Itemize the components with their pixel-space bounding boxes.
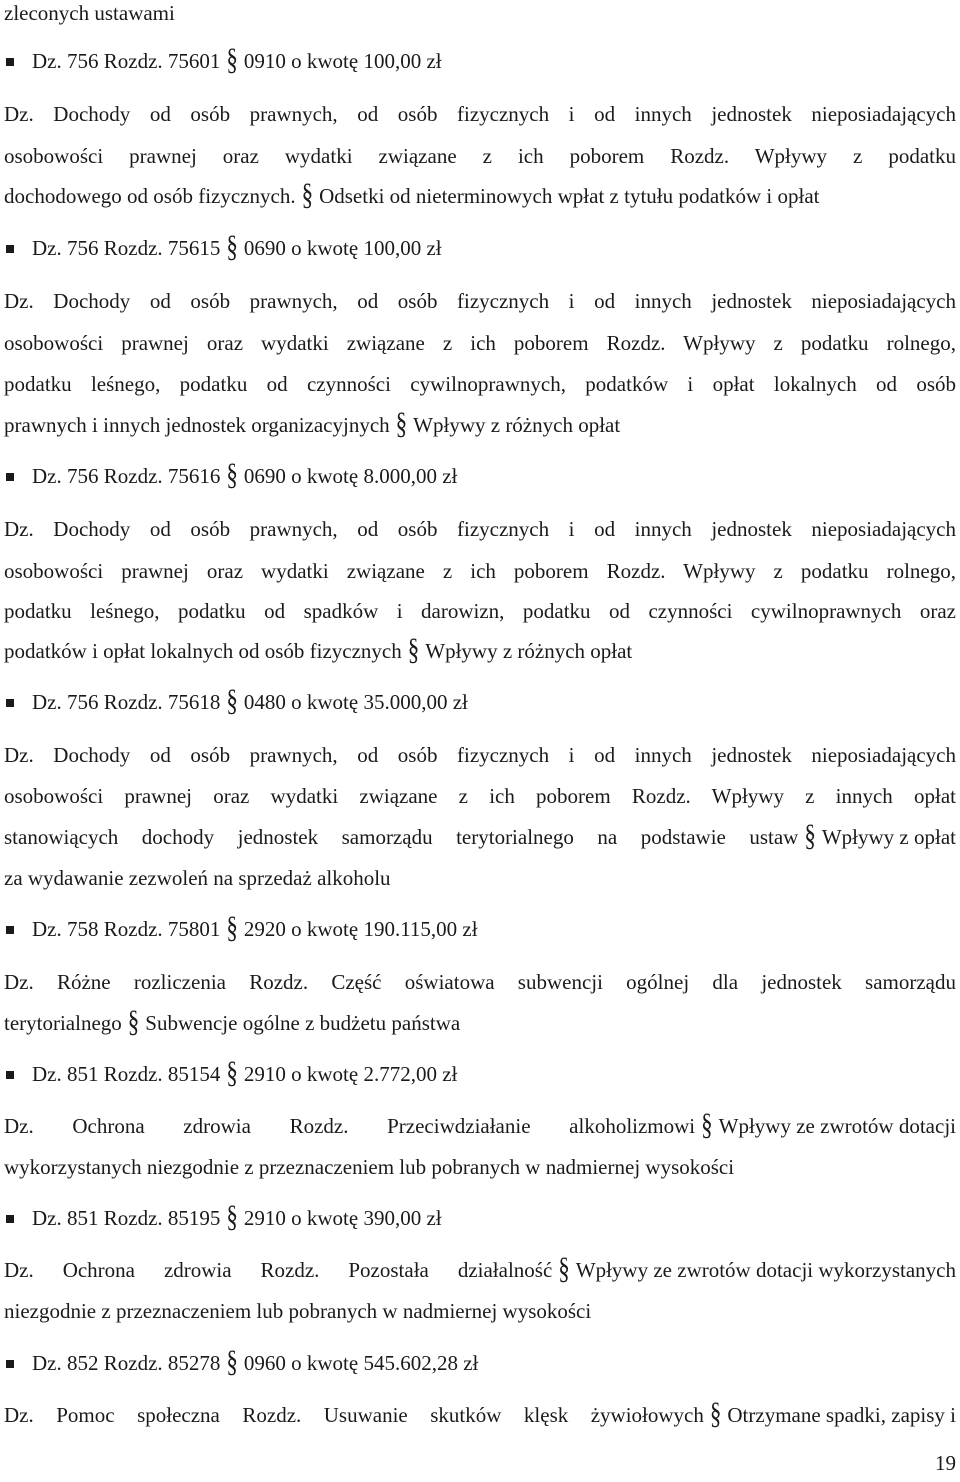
amount-text: 2920 o kwotę 190.115,00 zł — [243, 917, 478, 941]
square-bullet-icon — [6, 699, 14, 707]
section-sign: § — [226, 229, 238, 264]
square-bullet-icon — [6, 58, 14, 66]
paragraph-text: prawnych i innych jednostek organizacyjnych — [4, 413, 390, 437]
section-sign: § — [226, 1344, 238, 1379]
amount-text: 0910 o kwotę 100,00 zł — [243, 49, 442, 73]
paragraph-text: Wpływy z opłat — [821, 825, 956, 849]
paragraph-line: wykorzystanych niezgodnie z przeznaczeniem lub pobranych w nadmiernej wysokości — [4, 1155, 735, 1179]
paragraph-line: osobowości prawnej oraz wydatki związane z ich poborem Rozdz. Wpływy z podatku rolnego, — [4, 559, 956, 583]
classification-code: Dz. 756 Rozdz. 75601 — [32, 49, 221, 73]
budget-list-item — [4, 1055, 458, 1090]
paragraph-text: Odsetki od nieterminowych wpłat z tytułu podatków i opłat — [319, 184, 820, 208]
classification-code: Dz. 756 Rozdz. 75618 — [32, 690, 221, 714]
section-sign: § — [226, 457, 238, 492]
paragraph-line: Dz. Dochody od osób prawnych, od osób fizycznych i od innych jednostek nieposiadających — [4, 517, 956, 541]
paragraph-line: osobowości prawnej oraz wydatki związane z ich poborem Rozdz. Wpływy z podatku — [4, 144, 956, 168]
budget-list-item — [4, 1344, 479, 1379]
section-sign: § — [301, 177, 314, 212]
section-sign: § — [226, 910, 238, 945]
paragraph-text: Otrzymane spadki, zapisy i — [727, 1403, 956, 1427]
paragraph-line — [4, 406, 621, 441]
paragraph-line — [4, 1396, 956, 1431]
classification-code: Dz. 851 Rozdz. 85154 — [32, 1062, 221, 1086]
amount-text: 0960 o kwotę 545.602,28 zł — [243, 1351, 479, 1375]
square-bullet-icon — [6, 926, 14, 934]
paragraph-line: za wydawanie zezwoleń na sprzedaż alkoholu — [4, 866, 391, 890]
paragraph-line: zleconych ustawami — [4, 1, 175, 25]
amount-text: 0690 o kwotę 8.000,00 zł — [243, 464, 458, 488]
square-bullet-icon — [6, 1215, 14, 1223]
section-sign: § — [701, 1107, 713, 1142]
paragraph-line: osobowości prawnej oraz wydatki związane z ich poborem Rozdz. Wpływy z innych opłat — [4, 784, 956, 808]
section-sign: § — [407, 632, 420, 667]
paragraph-text: Dz. Ochrona zdrowia Rozdz. Przeciwdziałanie alkoholizmowi — [4, 1114, 696, 1138]
paragraph-line: Dz. Różne rozliczenia Rozdz. Część oświatowa subwencji ogólnej dla jednostek samorządu — [4, 970, 956, 994]
paragraph-line — [4, 632, 633, 667]
paragraph-text: Wpływy ze zwrotów dotacji wykorzystanych — [575, 1258, 956, 1282]
section-sign: § — [558, 1251, 570, 1286]
square-bullet-icon — [6, 473, 14, 481]
line-segment — [4, 1113, 695, 1139]
budget-list-item — [4, 457, 458, 492]
paragraph-text: terytorialnego — [4, 1011, 122, 1035]
section-sign: § — [127, 1004, 140, 1039]
paragraph-line — [4, 1004, 461, 1039]
amount-text: 2910 o kwotę 390,00 zł — [243, 1206, 442, 1230]
paragraph-text: podatków i opłat lokalnych od osób fizycznych — [4, 639, 402, 663]
line-segment — [4, 1257, 552, 1283]
paragraph-text: Subwencje ogólne z budżetu państwa — [145, 1011, 461, 1035]
section-sign: § — [226, 1199, 238, 1234]
paragraph-line: Dz. Dochody od osób prawnych, od osób fizycznych i od innych jednostek nieposiadających — [4, 743, 956, 767]
paragraph-text: Wpływy z różnych opłat — [413, 413, 621, 437]
paragraph-line: Dz. Dochody od osób prawnych, od osób fizycznych i od innych jednostek nieposiadających — [4, 289, 956, 313]
paragraph-text: Wpływy ze zwrotów dotacji — [718, 1114, 956, 1138]
page-number: 19 — [935, 1451, 956, 1475]
budget-list-item — [4, 229, 442, 264]
paragraph-line — [4, 818, 956, 853]
paragraph-line: osobowości prawnej oraz wydatki związane z ich poborem Rozdz. Wpływy z podatku rolnego, — [4, 331, 956, 355]
section-sign: § — [804, 818, 816, 853]
amount-text: 2910 o kwotę 2.772,00 zł — [243, 1062, 458, 1086]
paragraph-text: stanowiących dochody jednostek samorządu terytorialnego na podstawie ustaw — [4, 825, 799, 849]
classification-code: Dz. 852 Rozdz. 85278 — [32, 1351, 221, 1375]
paragraph-line — [4, 177, 820, 212]
section-sign: § — [395, 406, 408, 441]
section-sign: § — [226, 42, 238, 77]
paragraph-text: dochodowego od osób fizycznych. — [4, 184, 296, 208]
budget-list-item — [4, 42, 442, 77]
line-segment — [4, 1402, 704, 1428]
paragraph-line — [4, 1107, 956, 1142]
line-segment — [4, 824, 798, 850]
section-sign: § — [709, 1396, 722, 1431]
square-bullet-icon — [6, 1071, 14, 1079]
paragraph-line — [4, 1251, 956, 1286]
square-bullet-icon — [6, 245, 14, 253]
paragraph-line: podatku leśnego, podatku od czynności cywilnoprawnych, podatków i opłat lokalnych od osób — [4, 372, 956, 396]
paragraph-line: podatku leśnego, podatku od spadków i darowizn, podatku od czynności cywilnoprawnych oraz — [4, 599, 956, 623]
budget-list-item — [4, 910, 478, 945]
section-sign: § — [226, 683, 238, 718]
classification-code: Dz. 756 Rozdz. 75615 — [32, 236, 221, 260]
budget-list-item — [4, 1199, 442, 1234]
amount-text: 0480 o kwotę 35.000,00 zł — [243, 690, 468, 714]
classification-code: Dz. 756 Rozdz. 75616 — [32, 464, 221, 488]
paragraph-line: Dz. Dochody od osób prawnych, od osób fizycznych i od innych jednostek nieposiadających — [4, 102, 956, 126]
paragraph-text: Wpływy z różnych opłat — [425, 639, 633, 663]
paragraph-text: Dz. Pomoc społeczna Rozdz. Usuwanie skutków klęsk żywiołowych — [4, 1403, 704, 1427]
classification-code: Dz. 851 Rozdz. 85195 — [32, 1206, 221, 1230]
amount-text: 0690 o kwotę 100,00 zł — [243, 236, 442, 260]
paragraph-line: niezgodnie z przeznaczeniem lub pobranych w nadmiernej wysokości — [4, 1299, 592, 1323]
paragraph-text: Dz. Ochrona zdrowia Rozdz. Pozostała działalność — [4, 1258, 553, 1282]
classification-code: Dz. 758 Rozdz. 75801 — [32, 917, 221, 941]
section-sign: § — [226, 1055, 238, 1090]
budget-list-item — [4, 683, 468, 718]
square-bullet-icon — [6, 1360, 14, 1368]
